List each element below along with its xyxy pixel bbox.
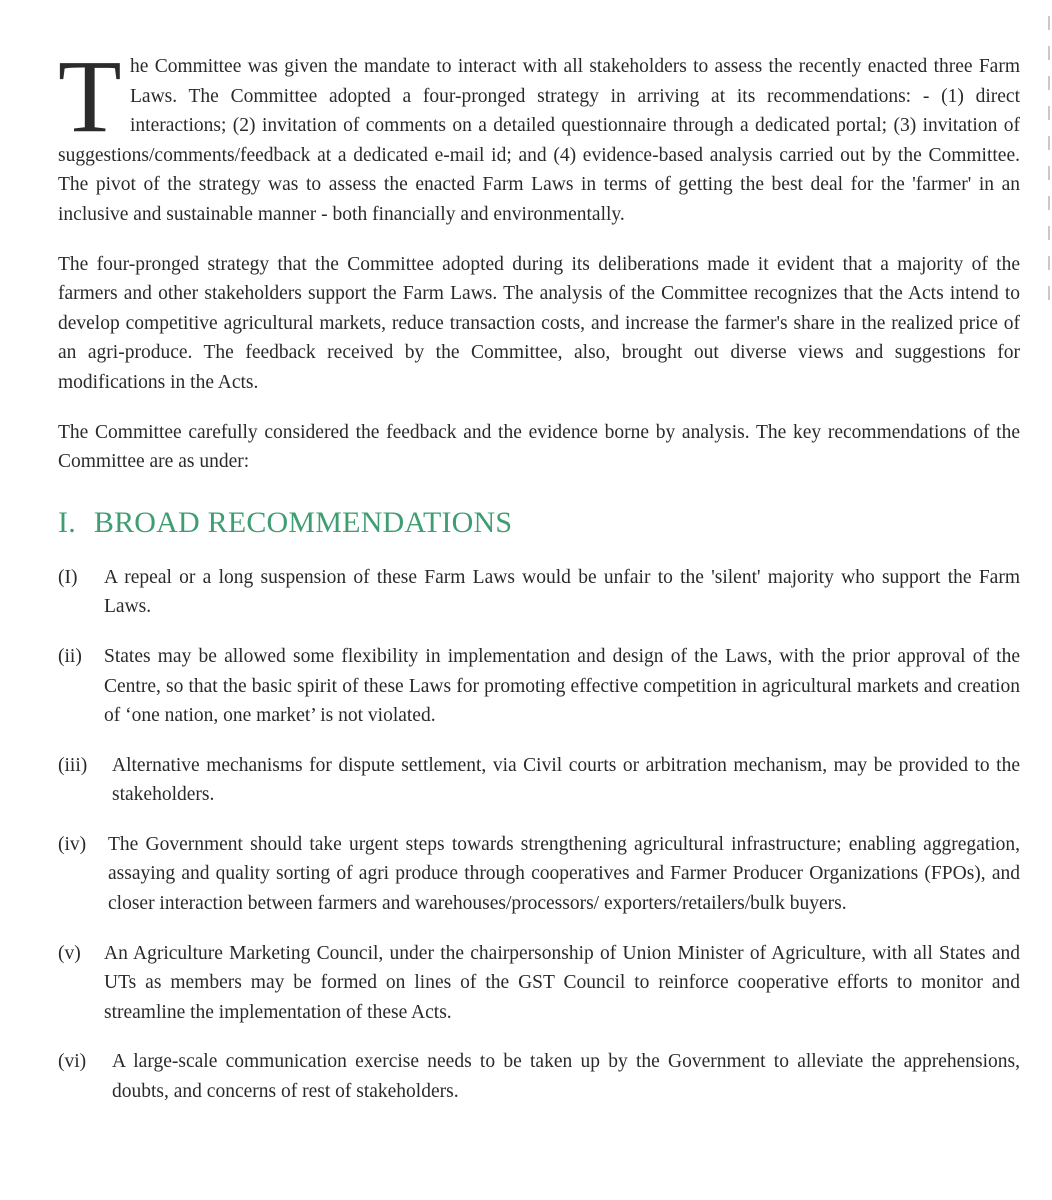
document-page xyxy=(58,39,1020,1127)
recommendation-text: A repeal or a long suspension of these Farm Laws would be unfair to the 'silent' majority who support the Farm Laws. xyxy=(104,566,1020,618)
recommendation-marker: (I) xyxy=(58,566,78,588)
recommendation-item xyxy=(58,830,1020,919)
intro-paragraph xyxy=(58,39,1020,230)
recommendation-text: A large-scale communication exercise needs to be taken up by the Government to alleviate the apprehensions, doubts, and concerns of rest of stakeholders. xyxy=(112,1051,1020,1103)
recommendation-text: An Agriculture Marketing Council, under the chairpersonship of Union Minister of Agriculture, with all States and UTs as members may be formed on lines of the GST Council to reinforce cooperative efforts to monitor and streamline the implementation of these Acts. xyxy=(104,942,1020,1023)
drop-cap: T xyxy=(58,39,122,154)
recommendation-item xyxy=(58,1047,1020,1106)
recommendation-text: Alternative mechanisms for dispute settlement, via Civil courts or arbitration mechanism, may be provided to the stakeholders. xyxy=(112,754,1020,806)
section-title: BROAD RECOMMENDATIONS xyxy=(93,505,513,539)
recommendation-marker: (ii) xyxy=(58,645,82,667)
recommendation-item xyxy=(58,939,1020,1028)
recommendation-text: States may be allowed some flexibility in implementation and design of the Laws, with the prior approval of the Centre, so that the basic spirit of these Laws for promoting effective competition in agricultural markets and creation of ‘one nation, one market’ is not violated. xyxy=(104,645,1020,727)
intro-text: he Committee was given the mandate to interact with all stakeholders to assess the recently enacted three Farm Laws. The Committee adopted a four-pronged strategy in arriving at its recommendations: - (1) direct interactions; (2) invitation of comments on a detailed questionnaire through a dedicated portal; (3) invitation of suggestions/comments/feedback at a dedicated e-mail id; and (4) evidence-based analysis carried out by the Committee. The pivot of the strategy was to assess the enacted Farm Laws in terms of getting the best deal for the 'farmer' in an inclusive and sustainable manner - both financially and environmentally. xyxy=(58,56,1020,225)
section-number: I. xyxy=(58,505,76,539)
recommendation-item xyxy=(58,751,1020,810)
recommendation-item xyxy=(58,563,1020,622)
recommendation-item xyxy=(58,642,1020,731)
recommendation-text: The Government should take urgent steps towards strengthening agricultural infrastructure; enabling aggregation, assaying and quality sorting of agri produce through cooperatives and Farmer Producer Organizations (FPOs), and closer interaction between farmers and warehouses/processors/ exporters/retailers/bulk buyers. xyxy=(108,833,1020,915)
recommendation-marker: (v) xyxy=(58,942,81,964)
recommendation-marker: (iv) xyxy=(58,833,87,855)
recommendation-marker: (iii) xyxy=(58,754,88,776)
recommendation-marker: (vi) xyxy=(58,1051,87,1073)
section-heading xyxy=(58,505,1020,541)
page-edge-marks xyxy=(1046,0,1052,380)
paragraph-key-recommendations: The Committee carefully considered the feedback and the evidence borne by analysis. The key recommendations of the Committee are as under: xyxy=(58,421,1020,473)
paragraph-strategy: The four-pronged strategy that the Committee adopted during its deliberations made it evident that a majority of the farmers and other stakeholders support the Farm Laws. The analysis of the Committee recognizes that the Acts intend to develop competitive agricultural markets, reduce transaction costs, and increase the farmer's share in the realized price of an agri-produce. The feedback received by the Committee, also, brought out diverse views and suggestions for modifications in the Acts. xyxy=(58,253,1020,393)
